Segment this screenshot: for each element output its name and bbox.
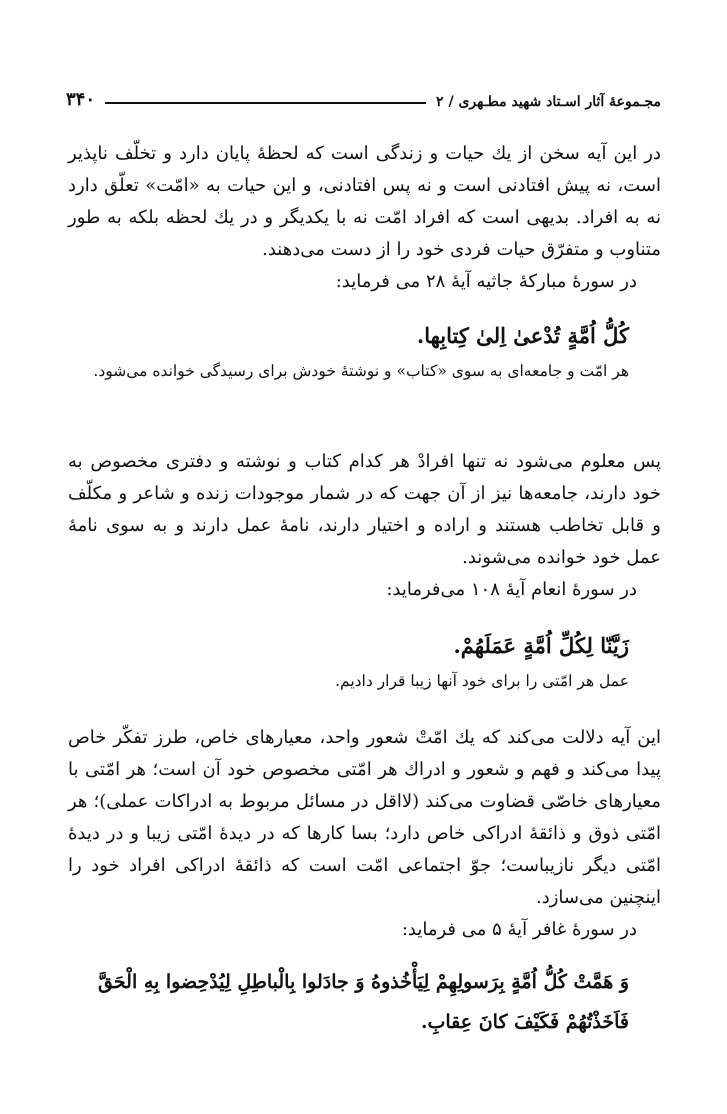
page-header [66, 86, 661, 110]
series-title: مجـموعهٔ آثار اسـتاد شهید مطـهری / ۲ [436, 94, 661, 110]
verse-translation-2: عمل هر امّتی را برای خود آنها زیبا قرار دادیم. [335, 672, 629, 690]
quran-verse-3: وَ هَمَّتْ كُلُّ اُمَّةٍ بِرَسولِهِمْ لِيَأْخُذوهُ وَ جادَلوا بِالْباطِلِ لِيُدْحِضوا بِهِ الْحَقَّ فَاَخَذْتُهُمْ فَكَيْفَ كانَ عِقابِ. [98, 971, 629, 1033]
verse-translation-1: هر امّت و جامعه‌ای به سوی «کتاب» و نوشتهٔ خودش برای رسیدگی خوانده می‌شود. [93, 362, 629, 380]
paragraph-1: در این آیه سخن از یك حیات و زندگی است که لحظهٔ پایان دارد و تخلّف ناپذیر است، نه پیش افتادنی است و نه پس افتادنی، و این حیات به «امّت» تعلّق دارد نه به افراد. بدیهی است که افراد امّت نه با یکدیگر و در یك لحظه بلکه به طور متناوب و متفرّق حیات فردی خود را از دست می‌دهند. [68, 143, 661, 260]
verse-intro-1: در سورهٔ مبارکهٔ جاثیه آیهٔ ۲۸ می فرماید: [335, 271, 637, 292]
page-number: ۳۴۰ [66, 89, 96, 110]
paragraph-3: این آیه دلالت می‌کند که یك امّتْ شعور واحد، معیارهای خاص، طرز تفکّر خاص پیدا می‌کند و فهم و شعور و ادراك هر امّتی مخصوص خود آن است؛ هر امّتی با معیارهای خاصّی قضاوت می‌کند (لااقل در مسائل مربوط به ادراکات عملی)؛ هر امّتی ذوق و ذائقهٔ ادراکی خاص دارد؛ بسا کارها که در دیدهٔ امّتی زیبا و در دیدهٔ امّتی دیگر نازیباست؛ جوّ اجتماعی امّت است که ذائقهٔ ادراکی افراد خود را اینچنین می‌سازد. [68, 727, 661, 908]
verse-intro-2: در سورهٔ انعام آیهٔ ۱۰۸ می‌فرماید: [386, 579, 637, 600]
header-rule [105, 102, 426, 104]
quran-verse-1: كُلُّ اُمَّةٍ تُدْعىٰ اِلىٰ كِتابِها. [416, 323, 629, 348]
paragraph-2: پس معلوم می‌شود نه تنها افرادْ هر کدام کتاب و نوشته و دفتری مخصوص به خود دارند، جامعه‌ها نیز از آن جهت که در شمار موجودات زنده و شاعر و مکلّف و قابل تخاطب هستند و اراده و اختیار دارند، نامهٔ عمل دارند و به سوی نامهٔ عمل خود خوانده می‌شوند. [68, 451, 661, 568]
quran-verse-2: زَيَّنّا لِكُلِّ اُمَّةٍ عَمَلَهُمْ. [453, 633, 629, 658]
verse-intro-3: در سورهٔ غافر آیهٔ ۵ می فرماید: [401, 919, 637, 940]
